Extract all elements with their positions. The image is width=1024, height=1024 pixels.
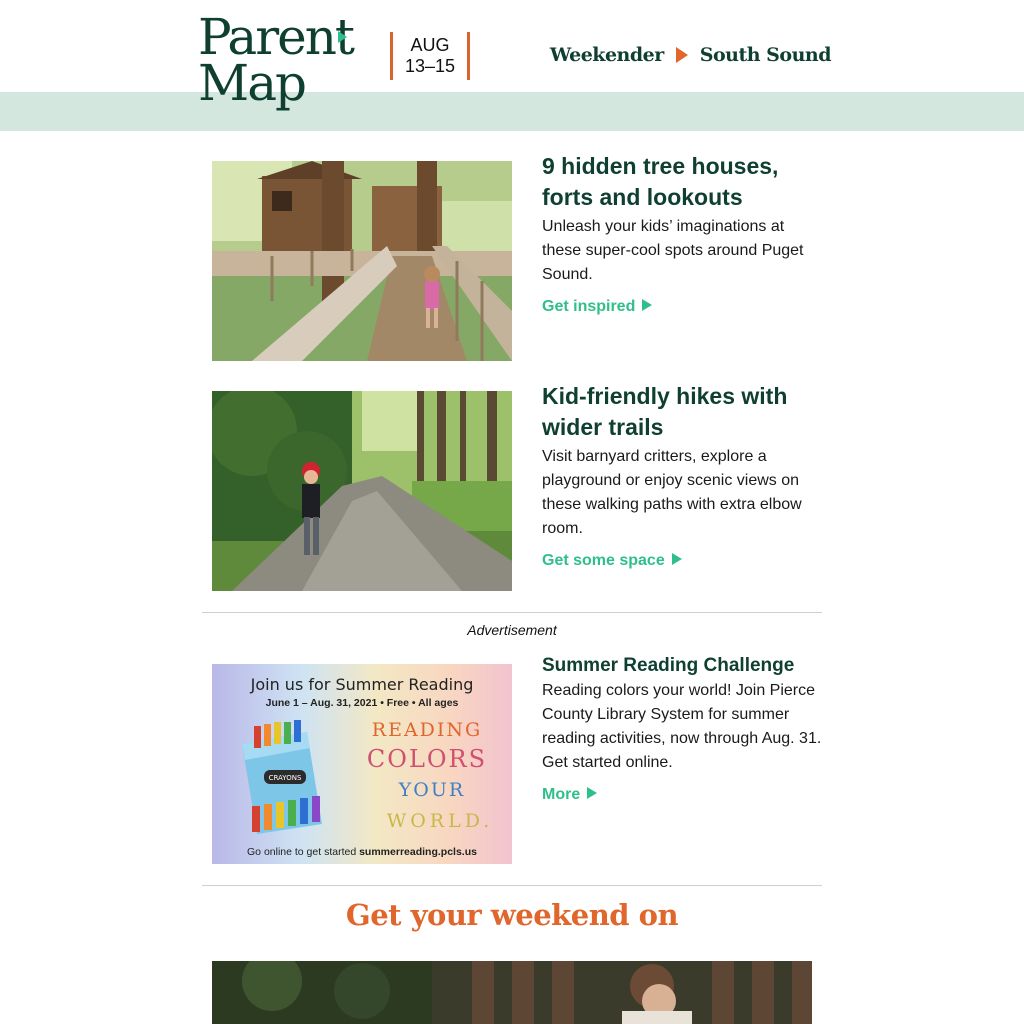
advertisement-label: Advertisement — [467, 622, 557, 638]
article-title[interactable]: 9 hidden tree houses, forts and lookouts — [542, 153, 779, 210]
parentmap-logo[interactable] — [198, 8, 353, 112]
ad-word-your: YOUR — [398, 779, 466, 801]
weekend-hero-photo[interactable] — [212, 961, 812, 1024]
tree-house-photo[interactable] — [212, 161, 512, 361]
ad-word-reading: READING — [371, 719, 483, 741]
ad-title[interactable]: Summer Reading Challenge — [542, 655, 795, 676]
cta-arrow-icon — [672, 553, 682, 565]
article-description: Visit barnyard critters, explore a playground or enjoy scenic views on these walking paths with extra elbow room. — [542, 448, 802, 537]
header-band — [0, 92, 1024, 131]
article-text — [542, 381, 827, 570]
cta-label: Get inspired — [542, 298, 636, 315]
section-heading: Get your weekend on — [345, 898, 679, 932]
ad-image-subheading: June 1 – Aug. 31, 2021 • Free • All ages — [265, 697, 459, 709]
article-text — [542, 151, 827, 316]
divider — [202, 612, 822, 613]
breadcrumb-region: South Sound — [699, 44, 831, 66]
issue-month: AUG — [410, 35, 450, 55]
summer-reading-ad-image[interactable] — [212, 664, 512, 864]
cta-arrow-icon — [642, 299, 652, 311]
cta-label: More — [542, 786, 581, 803]
trail-photo[interactable] — [212, 391, 512, 591]
ad-word-world: WORLD. — [386, 810, 494, 832]
ad-image-heading: Join us for Summer Reading — [250, 675, 474, 694]
ad-image-footer-prefix: Go online to get started — [247, 846, 360, 858]
article-title[interactable]: Kid-friendly hikes with wider trails — [542, 383, 788, 440]
breadcrumb-arrow-icon — [676, 47, 688, 63]
issue-days: 13–15 — [404, 56, 456, 76]
article-description: Unleash your kids’ imaginations at these super-cool spots around Puget Sound. — [542, 218, 804, 283]
ad-text — [542, 654, 827, 804]
newsletter-breadcrumb — [550, 44, 831, 66]
get-some-space-link[interactable] — [542, 552, 682, 570]
crayon-box-label: CRAYONS — [268, 774, 302, 782]
divider — [202, 885, 822, 886]
cta-arrow-icon — [587, 787, 597, 799]
get-inspired-link[interactable] — [542, 298, 652, 316]
ad-word-colors: COLORS — [366, 745, 488, 773]
ad-image-footer-url: summerreading.pcls.us — [359, 846, 477, 858]
more-link[interactable] — [542, 786, 597, 804]
cta-label: Get some space — [542, 552, 665, 569]
ad-image-footer — [247, 846, 477, 858]
ad-description: Reading colors your world! Join Pierce County Library System for summer reading activities, now through Aug. 31. Get started online. — [542, 682, 822, 771]
logo-play-icon — [338, 31, 347, 43]
logo-word-parent: Parent — [198, 8, 353, 66]
breadcrumb-weekender: Weekender — [549, 44, 664, 66]
logo-word-map: Map — [198, 54, 306, 112]
issue-date — [390, 32, 470, 80]
